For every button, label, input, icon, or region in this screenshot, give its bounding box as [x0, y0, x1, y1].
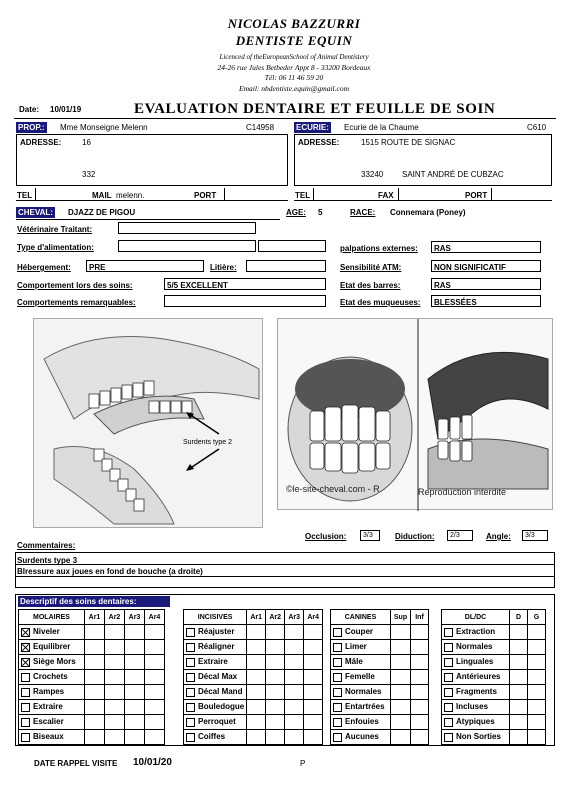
phone-line: Tél: 06 11 46 59 20 — [264, 73, 324, 82]
canines-item[interactable]: Limer — [331, 640, 391, 655]
comments-rule-2 — [15, 576, 555, 577]
table-row — [331, 670, 429, 685]
molaires-item[interactable]: Siège Mors — [19, 655, 85, 670]
stable-code: C610 — [527, 123, 547, 132]
molaires-col: Ar3 — [125, 610, 145, 625]
care-table-incisives — [183, 609, 323, 745]
table-row — [184, 730, 323, 745]
table-row — [331, 685, 429, 700]
skull-drawing — [34, 319, 264, 529]
canines-item[interactable]: Aucunes — [331, 730, 391, 745]
canines-col: Inf — [411, 610, 429, 625]
owner-name[interactable]: Mme Monseigne Melenn — [60, 123, 148, 132]
comment-line-1: Surdents type 3 — [17, 556, 78, 565]
checkbox[interactable] — [444, 643, 453, 652]
molaires-col: Ar2 — [105, 610, 125, 625]
palpation-value: RAS — [434, 244, 451, 253]
housing-label: Hébergement: — [17, 263, 71, 272]
email-line: Email: nbdentiste.equin@gmail.com — [238, 84, 349, 93]
owner-port-label: PORT — [194, 191, 217, 200]
horse-age-value: 5 — [318, 208, 323, 217]
date-label: Date: — [19, 105, 40, 114]
table-row — [331, 625, 429, 640]
table-row — [19, 685, 165, 700]
molaires-item[interactable]: Extraire — [19, 700, 85, 715]
stable-contact-line — [294, 200, 552, 201]
comments-rule-1 — [15, 564, 555, 565]
housing-value: PRE — [89, 263, 106, 272]
stable-postcode: 33240 — [361, 170, 384, 179]
practitioner-name: NICOLAS BAZZURRI — [227, 16, 361, 31]
litter-label: Litière: — [210, 263, 237, 272]
angle-label: Angle: — [486, 532, 511, 541]
licence-line: Licenced of theEuropeanSchool of Animal Dentistery — [219, 53, 369, 61]
checkbox[interactable] — [333, 658, 342, 667]
checkbox[interactable] — [21, 658, 30, 667]
incisives-item[interactable]: Réaligner — [184, 640, 247, 655]
checkbox[interactable] — [444, 658, 453, 667]
molaires-item[interactable]: Equilibrer — [19, 640, 85, 655]
palpation-label: palpations externes: — [340, 244, 418, 253]
dldc-item[interactable]: Normales — [442, 640, 510, 655]
occlusion-label: Occlusion: — [305, 532, 347, 541]
canines-col: Sup — [391, 610, 411, 625]
table-row — [442, 670, 546, 685]
stable-tel-separator — [313, 188, 314, 200]
molaires-item[interactable]: Biseaux — [19, 730, 85, 745]
molaires-item[interactable]: Rampes — [19, 685, 85, 700]
owner-mail-value[interactable]: melenn. — [116, 191, 145, 200]
table-row — [331, 655, 429, 670]
horse-divider — [16, 219, 280, 220]
checkbox[interactable] — [333, 688, 342, 697]
horse-age-label: AGE: — [286, 208, 306, 217]
comment-line-2: Blressure aux joues en fond de bouche (a droite) — [17, 567, 203, 576]
table-row — [442, 625, 546, 640]
checkbox[interactable] — [186, 673, 195, 682]
owner-address-line1: 16 — [82, 138, 91, 147]
atm-label: Sensibilité ATM: — [340, 263, 402, 272]
table-row — [331, 640, 429, 655]
canines-item[interactable]: Enfouies — [331, 715, 391, 730]
feed-field-1[interactable] — [118, 240, 256, 252]
checkbox[interactable] — [21, 673, 30, 682]
dldc-item[interactable]: Linguales — [442, 655, 510, 670]
watermark-left: ©le-site-cheval.com - R — [286, 484, 380, 494]
molaires-item[interactable]: Escalier — [19, 715, 85, 730]
checkbox[interactable] — [333, 628, 342, 637]
checkbox[interactable] — [186, 628, 195, 637]
feed-field-2[interactable] — [258, 240, 326, 252]
incisives-item[interactable]: Perroquet — [184, 715, 247, 730]
canines-item[interactable]: Mâle — [331, 655, 391, 670]
canines-header: CANINES — [331, 610, 391, 625]
table-row — [442, 730, 546, 745]
owner-contact-line — [16, 200, 288, 201]
litter-field[interactable] — [246, 260, 326, 272]
stable-port-label: PORT — [465, 191, 488, 200]
checkbox[interactable] — [186, 688, 195, 697]
stable-port-separator — [491, 188, 492, 200]
table-row — [184, 670, 323, 685]
stable-name[interactable]: Ecurie de la Chaume — [344, 123, 419, 132]
care-table-dldc — [441, 609, 546, 745]
horse-label: CHEVAL: — [18, 208, 53, 217]
checkbox[interactable] — [186, 658, 195, 667]
date-value: 10/01/19 — [50, 105, 82, 114]
address-line: 24-26 rue Jules Betbeder Appt 8 - 33200 Bordeaux — [217, 63, 371, 72]
table-row — [184, 655, 323, 670]
incisives-item[interactable]: Coiffes — [184, 730, 247, 745]
owner-address-label: ADRESSE: — [20, 138, 62, 147]
dldc-item[interactable]: Antérieures — [442, 670, 510, 685]
checkbox[interactable] — [333, 718, 342, 727]
owner-code: C14958 — [246, 123, 275, 132]
canines-item[interactable]: Normales — [331, 685, 391, 700]
checkbox[interactable] — [21, 643, 30, 652]
molaires-item[interactable]: Niveler — [19, 625, 85, 640]
incisives-col: Ar3 — [285, 610, 304, 625]
incisives-item[interactable]: Bouledogue — [184, 700, 247, 715]
dldc-col: G — [528, 610, 546, 625]
table-row — [442, 655, 546, 670]
vet-label: Vétérinaire Traitant: — [17, 225, 93, 234]
table-row — [331, 730, 429, 745]
checkbox[interactable] — [444, 628, 453, 637]
table-row — [19, 730, 165, 745]
checkbox[interactable] — [186, 733, 195, 742]
stable-fax-label: FAX — [378, 191, 394, 200]
checkbox[interactable] — [21, 688, 30, 697]
bars-value: RAS — [434, 281, 451, 290]
dldc-item[interactable]: Atypiques — [442, 715, 510, 730]
atm-value: NON SIGNIFICATIF — [434, 263, 506, 272]
table-row — [331, 715, 429, 730]
table-row — [184, 715, 323, 730]
owner-label: PROP.: — [18, 123, 45, 132]
owner-address-line2: 332 — [82, 170, 96, 179]
dldc-header: DL/DC — [442, 610, 510, 625]
checkbox[interactable] — [333, 703, 342, 712]
checkbox[interactable] — [444, 733, 453, 742]
table-row — [442, 715, 546, 730]
vet-field[interactable] — [118, 222, 256, 234]
stable-city: SAINT ANDRÉ DE CUBZAC — [402, 170, 504, 179]
table-row — [331, 700, 429, 715]
incisives-col: Ar4 — [304, 610, 323, 625]
skull-illustration — [33, 318, 263, 528]
incisives-item[interactable]: Décal Max — [184, 670, 247, 685]
owner-mail-label: MAIL — [92, 191, 112, 200]
owner-port-separator — [224, 188, 225, 200]
recall-value[interactable]: 10/01/20 — [133, 757, 172, 768]
recall-label: DATE RAPPEL VISITE — [34, 759, 118, 768]
checkbox[interactable] — [21, 628, 30, 637]
stable-fax-separator — [398, 188, 399, 200]
diduction-value[interactable]: 2/3 — [447, 530, 473, 541]
stable-label: ECURIE: — [296, 123, 329, 132]
horse-name[interactable]: DJAZZ DE PIGOU — [68, 208, 136, 217]
dldc-item[interactable]: Extraction — [442, 625, 510, 640]
checkbox[interactable] — [333, 673, 342, 682]
checkbox[interactable] — [333, 733, 342, 742]
checkbox[interactable] — [186, 718, 195, 727]
footer-p-label: P — [300, 759, 306, 768]
teeth-drawing — [278, 319, 554, 511]
checkbox[interactable] — [333, 643, 342, 652]
behavior-notable-field[interactable] — [164, 295, 326, 307]
owner-tel-separator — [35, 188, 36, 200]
checkbox[interactable] — [21, 703, 30, 712]
feed-label: Type d'alimentation: — [17, 243, 94, 252]
dldc-item[interactable]: Non Sorties — [442, 730, 510, 745]
incisives-item[interactable]: Décal Mand — [184, 685, 247, 700]
checkbox[interactable] — [186, 703, 195, 712]
table-row — [442, 685, 546, 700]
checkbox[interactable] — [186, 643, 195, 652]
mucosa-label: Etat des muqueuses: — [340, 298, 421, 307]
molaires-col: Ar4 — [145, 610, 165, 625]
table-row — [184, 640, 323, 655]
table-row — [184, 625, 323, 640]
checkbox[interactable] — [444, 673, 453, 682]
behavior-notable-label: Comportements remarquables: — [17, 298, 136, 307]
stable-tel-label: TEL — [295, 191, 311, 200]
checkbox[interactable] — [444, 688, 453, 697]
owner-tel-label: TEL — [17, 191, 33, 200]
table-row — [19, 640, 165, 655]
horse-race-label: RACE: — [350, 208, 376, 217]
care-section-label: Descriptif des soins dentaires: — [18, 596, 170, 607]
incisives-col: Ar2 — [266, 610, 285, 625]
behavior-care-label: Comportement lors des soins: — [17, 281, 133, 290]
table-row — [442, 700, 546, 715]
bars-label: Etat des barres: — [340, 281, 401, 290]
occlusion-value[interactable]: 3/3 — [360, 530, 380, 541]
watermark-right: Reproduction interdite — [418, 487, 507, 497]
stable-address-label: ADRESSE: — [298, 138, 340, 147]
incisives-header: INCISIVES — [184, 610, 247, 625]
angle-value[interactable]: 3/3 — [522, 530, 548, 541]
dldc-item[interactable]: Incluses — [442, 700, 510, 715]
table-row — [19, 700, 165, 715]
form-title: EVALUATION DENTAIRE ET FEUILLE DE SOIN — [134, 101, 496, 117]
table-row — [184, 685, 323, 700]
incisives-item[interactable]: Réajuster — [184, 625, 247, 640]
molaires-header: MOLAIRES — [19, 610, 85, 625]
dldc-item[interactable]: Fragments — [442, 685, 510, 700]
molaires-item[interactable]: Crochets — [19, 670, 85, 685]
checkbox[interactable] — [444, 703, 453, 712]
incisives-item[interactable]: Extraire — [184, 655, 247, 670]
care-table-molaires — [18, 609, 165, 745]
incisives-col: Ar1 — [247, 610, 266, 625]
behavior-care-value: 5/5 EXCELLENT — [167, 281, 228, 290]
table-row — [184, 700, 323, 715]
horse-race-value: Connemara (Poney) — [390, 208, 466, 217]
table-row — [442, 640, 546, 655]
checkbox[interactable] — [21, 718, 30, 727]
canines-item[interactable]: Couper — [331, 625, 391, 640]
comments-label: Commentaires: — [17, 541, 76, 550]
table-row — [19, 625, 165, 640]
dldc-col: D — [510, 610, 528, 625]
table-row — [19, 715, 165, 730]
stable-address-line1: 1515 ROUTE DE SIGNAC — [361, 138, 456, 147]
title-divider — [14, 118, 556, 119]
canines-item[interactable]: Entartrées — [331, 700, 391, 715]
care-table-canines — [330, 609, 429, 745]
table-row — [19, 670, 165, 685]
canines-item[interactable]: Femelle — [331, 670, 391, 685]
molaires-col: Ar1 — [85, 610, 105, 625]
skull-note: Surdents type 2 — [183, 439, 233, 446]
checkbox[interactable] — [444, 718, 453, 727]
checkbox[interactable] — [21, 733, 30, 742]
teeth-illustration — [277, 318, 553, 510]
mucosa-value: BLESSÉES — [434, 298, 477, 307]
table-row — [19, 655, 165, 670]
diduction-label: Diduction: — [395, 532, 435, 541]
practitioner-title: DENTISTE EQUIN — [235, 33, 353, 48]
